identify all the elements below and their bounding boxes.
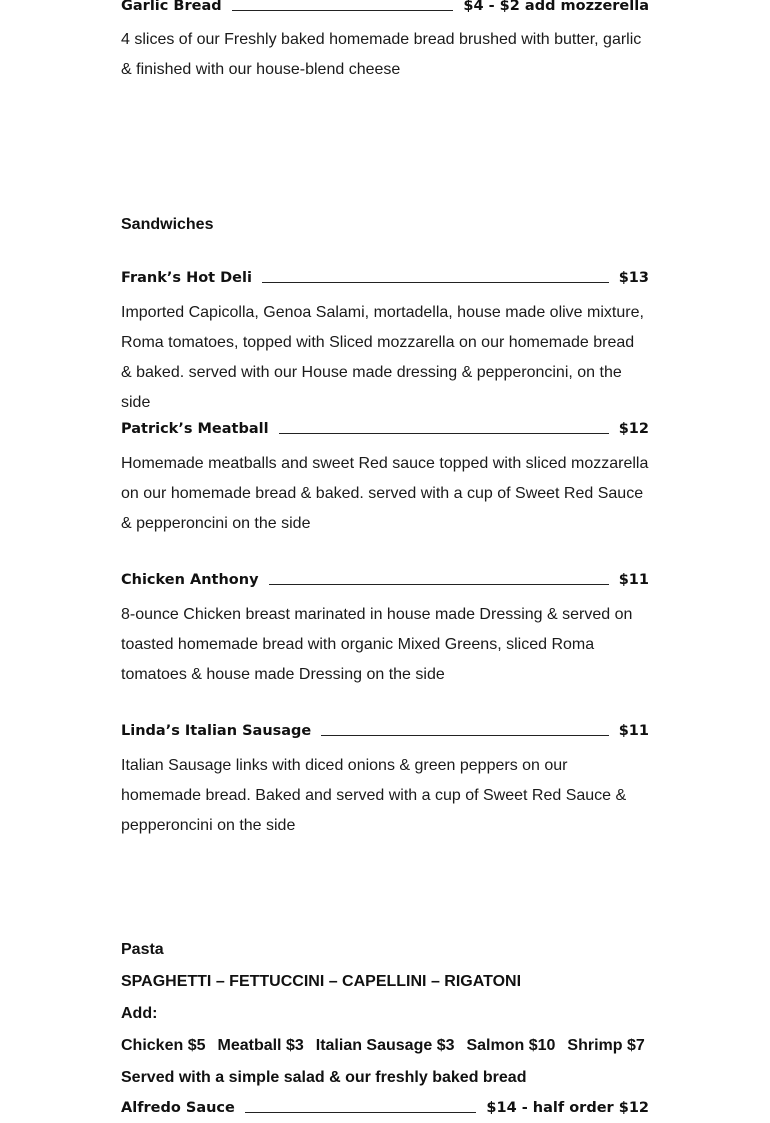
addon-meatball: Meatball $3 bbox=[217, 1037, 304, 1054]
pasta-served-with: Served with a simple salad & our freshly baked bread bbox=[121, 1069, 527, 1086]
item-price: $11 bbox=[618, 572, 649, 588]
item-name: Linda’s Italian Sausage bbox=[121, 723, 312, 739]
item-name: Frank’s Hot Deli bbox=[121, 270, 252, 286]
item-description: 4 slices of our Freshly baked homemade bread brushed with butter, garlic & finished with our house-blend cheese bbox=[121, 31, 642, 78]
item-name: Garlic Bread bbox=[121, 0, 222, 14]
item-price: $14 - half order $12 bbox=[486, 1100, 649, 1116]
item-price: $13 bbox=[618, 270, 649, 286]
pasta-types: SPAGHETTI – FETTUCCINI – CAPELLINI – RIGATONI bbox=[121, 973, 522, 990]
item-price: $11 bbox=[618, 723, 649, 739]
item-description: Italian Sausage links with diced onions & green peppers on our homemade bread. Baked and served with a cup of Sweet Red Sauce & pepperoncini on the side bbox=[121, 757, 627, 834]
leader-line bbox=[262, 268, 609, 283]
item-name: Chicken Anthony bbox=[121, 572, 259, 588]
pasta-add-label: Add: bbox=[121, 1005, 158, 1022]
leader-line bbox=[269, 570, 609, 585]
item-price: $12 bbox=[618, 421, 649, 437]
section-title-sandwiches: Sandwiches bbox=[121, 216, 214, 233]
addon-shrimp: Shrimp $7 bbox=[567, 1037, 645, 1054]
leader-line bbox=[232, 0, 454, 11]
leader-line bbox=[321, 721, 608, 736]
menu-item-patricks-meatball bbox=[121, 419, 649, 441]
menu-item-garlic-bread bbox=[121, 0, 649, 18]
menu-item-chicken-anthony bbox=[121, 570, 649, 592]
leader-line bbox=[245, 1098, 477, 1113]
item-name: Alfredo Sauce bbox=[121, 1100, 235, 1116]
addon-chicken: Chicken $5 bbox=[121, 1037, 206, 1054]
item-name: Patrick’s Meatball bbox=[121, 421, 269, 437]
pasta-addons bbox=[121, 1036, 657, 1056]
section-title-pasta: Pasta bbox=[121, 941, 164, 958]
item-description: Homemade meatballs and sweet Red sauce topped with sliced mozzarella on our homemade bread & baked. served with a cup of Sweet Red Sauce & pepperoncini on the side bbox=[121, 455, 649, 532]
menu-item-alfredo-sauce bbox=[121, 1098, 649, 1120]
addon-italian-sausage: Italian Sausage $3 bbox=[315, 1037, 455, 1054]
menu-item-lindas-italian-sausage bbox=[121, 721, 649, 743]
item-price: $4 - $2 add mozzerella bbox=[463, 0, 649, 14]
item-description: 8-ounce Chicken breast marinated in house made Dressing & served on toasted homemade bread with organic Mixed Greens, sliced Roma tomatoes & house made Dressing on the side bbox=[121, 606, 633, 683]
item-description: Imported Capicolla, Genoa Salami, mortadella, house made olive mixture, Roma tomatoes, topped with Sliced mozzarella on our homemade bread & baked. served with our House made dressing & pepperoncini, on the side bbox=[121, 304, 644, 411]
menu-item-franks-hot-deli bbox=[121, 268, 649, 290]
addon-salmon: Salmon $10 bbox=[466, 1037, 556, 1054]
leader-line bbox=[279, 419, 609, 434]
